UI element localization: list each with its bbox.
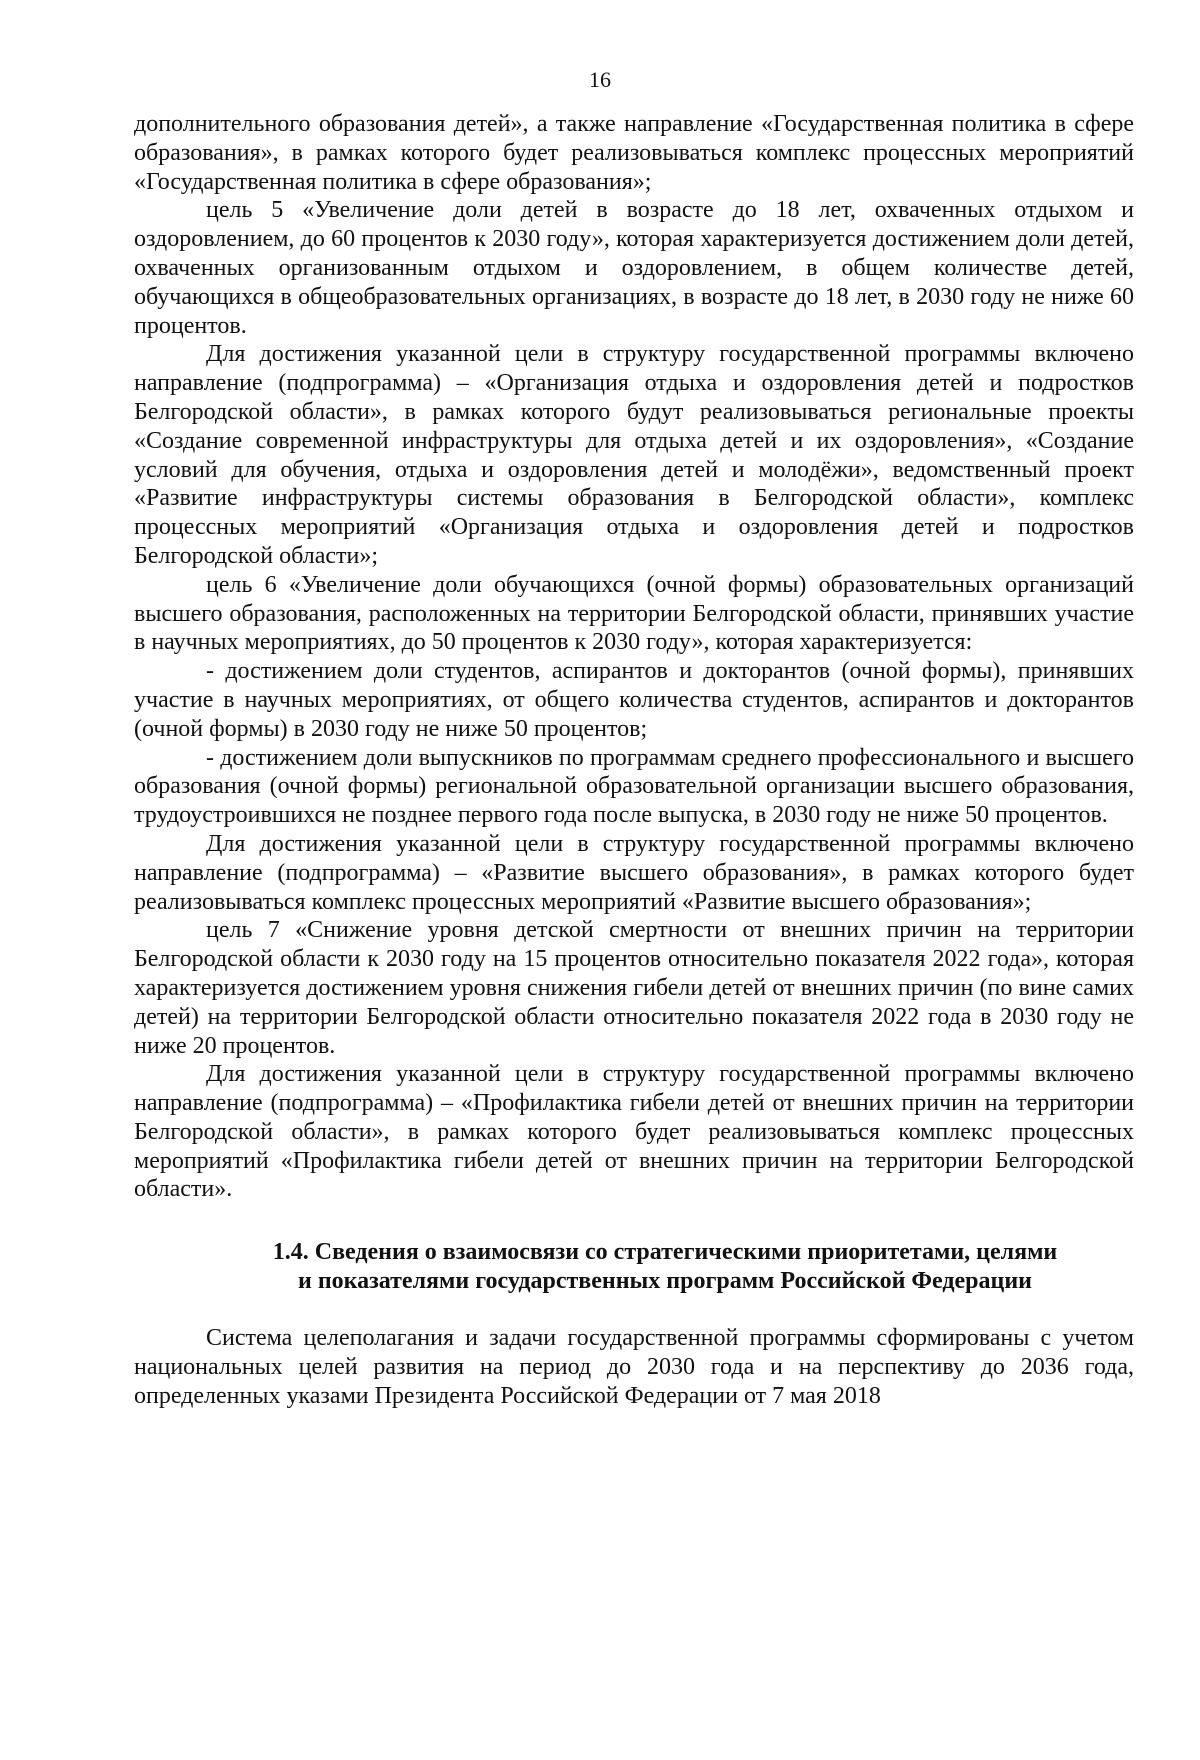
paragraph-continuation: дополнительного образования детей», а также направление «Государственная политика в сфере образования», в рамках которого будет реализовываться комплекс процессных мероприятий «Государственная политика в сфере образования»;: [134, 111, 1134, 195]
paragraph-goal-6: цель 6 «Увеличение доли обучающихся (очной формы) образовательных организаций высшего образования, расположенных на территории Белгородской области, принявших участие в научных мероприятиях, до 50 процентов к 2030 году», которая характеризуется:: [134, 571, 1134, 656]
section-heading-line-2: и показателями государственных программ Российской Федерации: [298, 1268, 1032, 1295]
paragraph-goal-6-indicator-1: - достижением доли студентов, аспирантов и докторантов (очной формы), принявших участие в научных мероприятиях, от общего количества студентов, аспирантов и докторантов (очной формы) в 2030 году не ниже 50 процентов;: [134, 658, 1134, 742]
document-body: [134, 110, 1134, 1411]
paragraph-goal-5-measures: Для достижения указанной цели в структуру государственной программы включено направление (подпрограмма) – «Организация отдыха и оздоровления детей и подростков Белгородской области», в рамках которого будут реализовываться региональные проекты «Создание современной инфраструктуры для отдыха детей и их оздоровления», «Создание условий для обучения, отдыха и оздоровления детей и молодёжи», ведомственный проект «Развитие инфраструктуры системы образования в Белгородской области», комплекс процессных мероприятий «Организация отдыха и оздоровления детей и подростков Белгородской области»;: [134, 341, 1134, 569]
paragraph-goal-6-indicator-2: - достижением доли выпускников по программам среднего профессионального и высшего образования (очной формы) региональной образовательной организации высшего образования, трудоустроившихся не позднее первого года после выпуска, в 2030 году не ниже 50 процентов.: [134, 744, 1134, 829]
section-spacer: [134, 1204, 1134, 1238]
section-heading-line-1: 1.4. Сведения о взаимосвязи со стратегическими приоритетами, целями: [272, 1239, 1058, 1266]
heading-spacer: [134, 1296, 1134, 1324]
paragraph-goal-6-measures: Для достижения указанной цели в структуру государственной программы включено направление (подпрограмма) – «Развитие высшего образования», в рамках которого будет реализовываться комплекс процессных мероприятий «Развитие высшего образования»;: [134, 830, 1134, 915]
page-number: 16: [589, 67, 611, 92]
paragraph-goal-7: цель 7 «Снижение уровня детской смертности от внешних причин на территории Белгородской области к 2030 году на 15 процентов относительно показателя 2022 года», которая характеризуется достижением уровня снижения гибели детей от внешних причин (по вине самих детей) на территории Белгородской области относительно показателя 2022 года в 2030 году не ниже 20 процентов.: [134, 917, 1134, 1059]
paragraph-goal-7-measures: Для достижения указанной цели в структуру государственной программы включено направление (подпрограмма) – «Профилактика гибели детей от внешних причин на территории Белгородской области», в рамках которого будет реализовываться комплекс процессных мероприятий «Профилактика гибели детей от внешних причин на территории Белгородской области».: [134, 1061, 1134, 1203]
section-heading: [134, 1238, 1134, 1296]
paragraph-goal-5: цель 5 «Увеличение доли детей в возрасте до 18 лет, охваченных отдыхом и оздоровлением, до 60 процентов к 2030 году», которая характеризуется достижением доли детей, охваченных организованным отдыхом и оздоровлением, в общем количестве детей, обучающихся в общеобразовательных организациях, в возрасте до 18 лет, в 2030 году не ниже 60 процентов.: [134, 197, 1134, 339]
paragraph-goal-setting: Система целеполагания и задачи государственной программы сформированы с учетом национальных целей развития на период до 2030 года и на перспективу до 2036 года, определенных указами Президента Российской Федерации от 7 мая 2018: [134, 1325, 1134, 1409]
